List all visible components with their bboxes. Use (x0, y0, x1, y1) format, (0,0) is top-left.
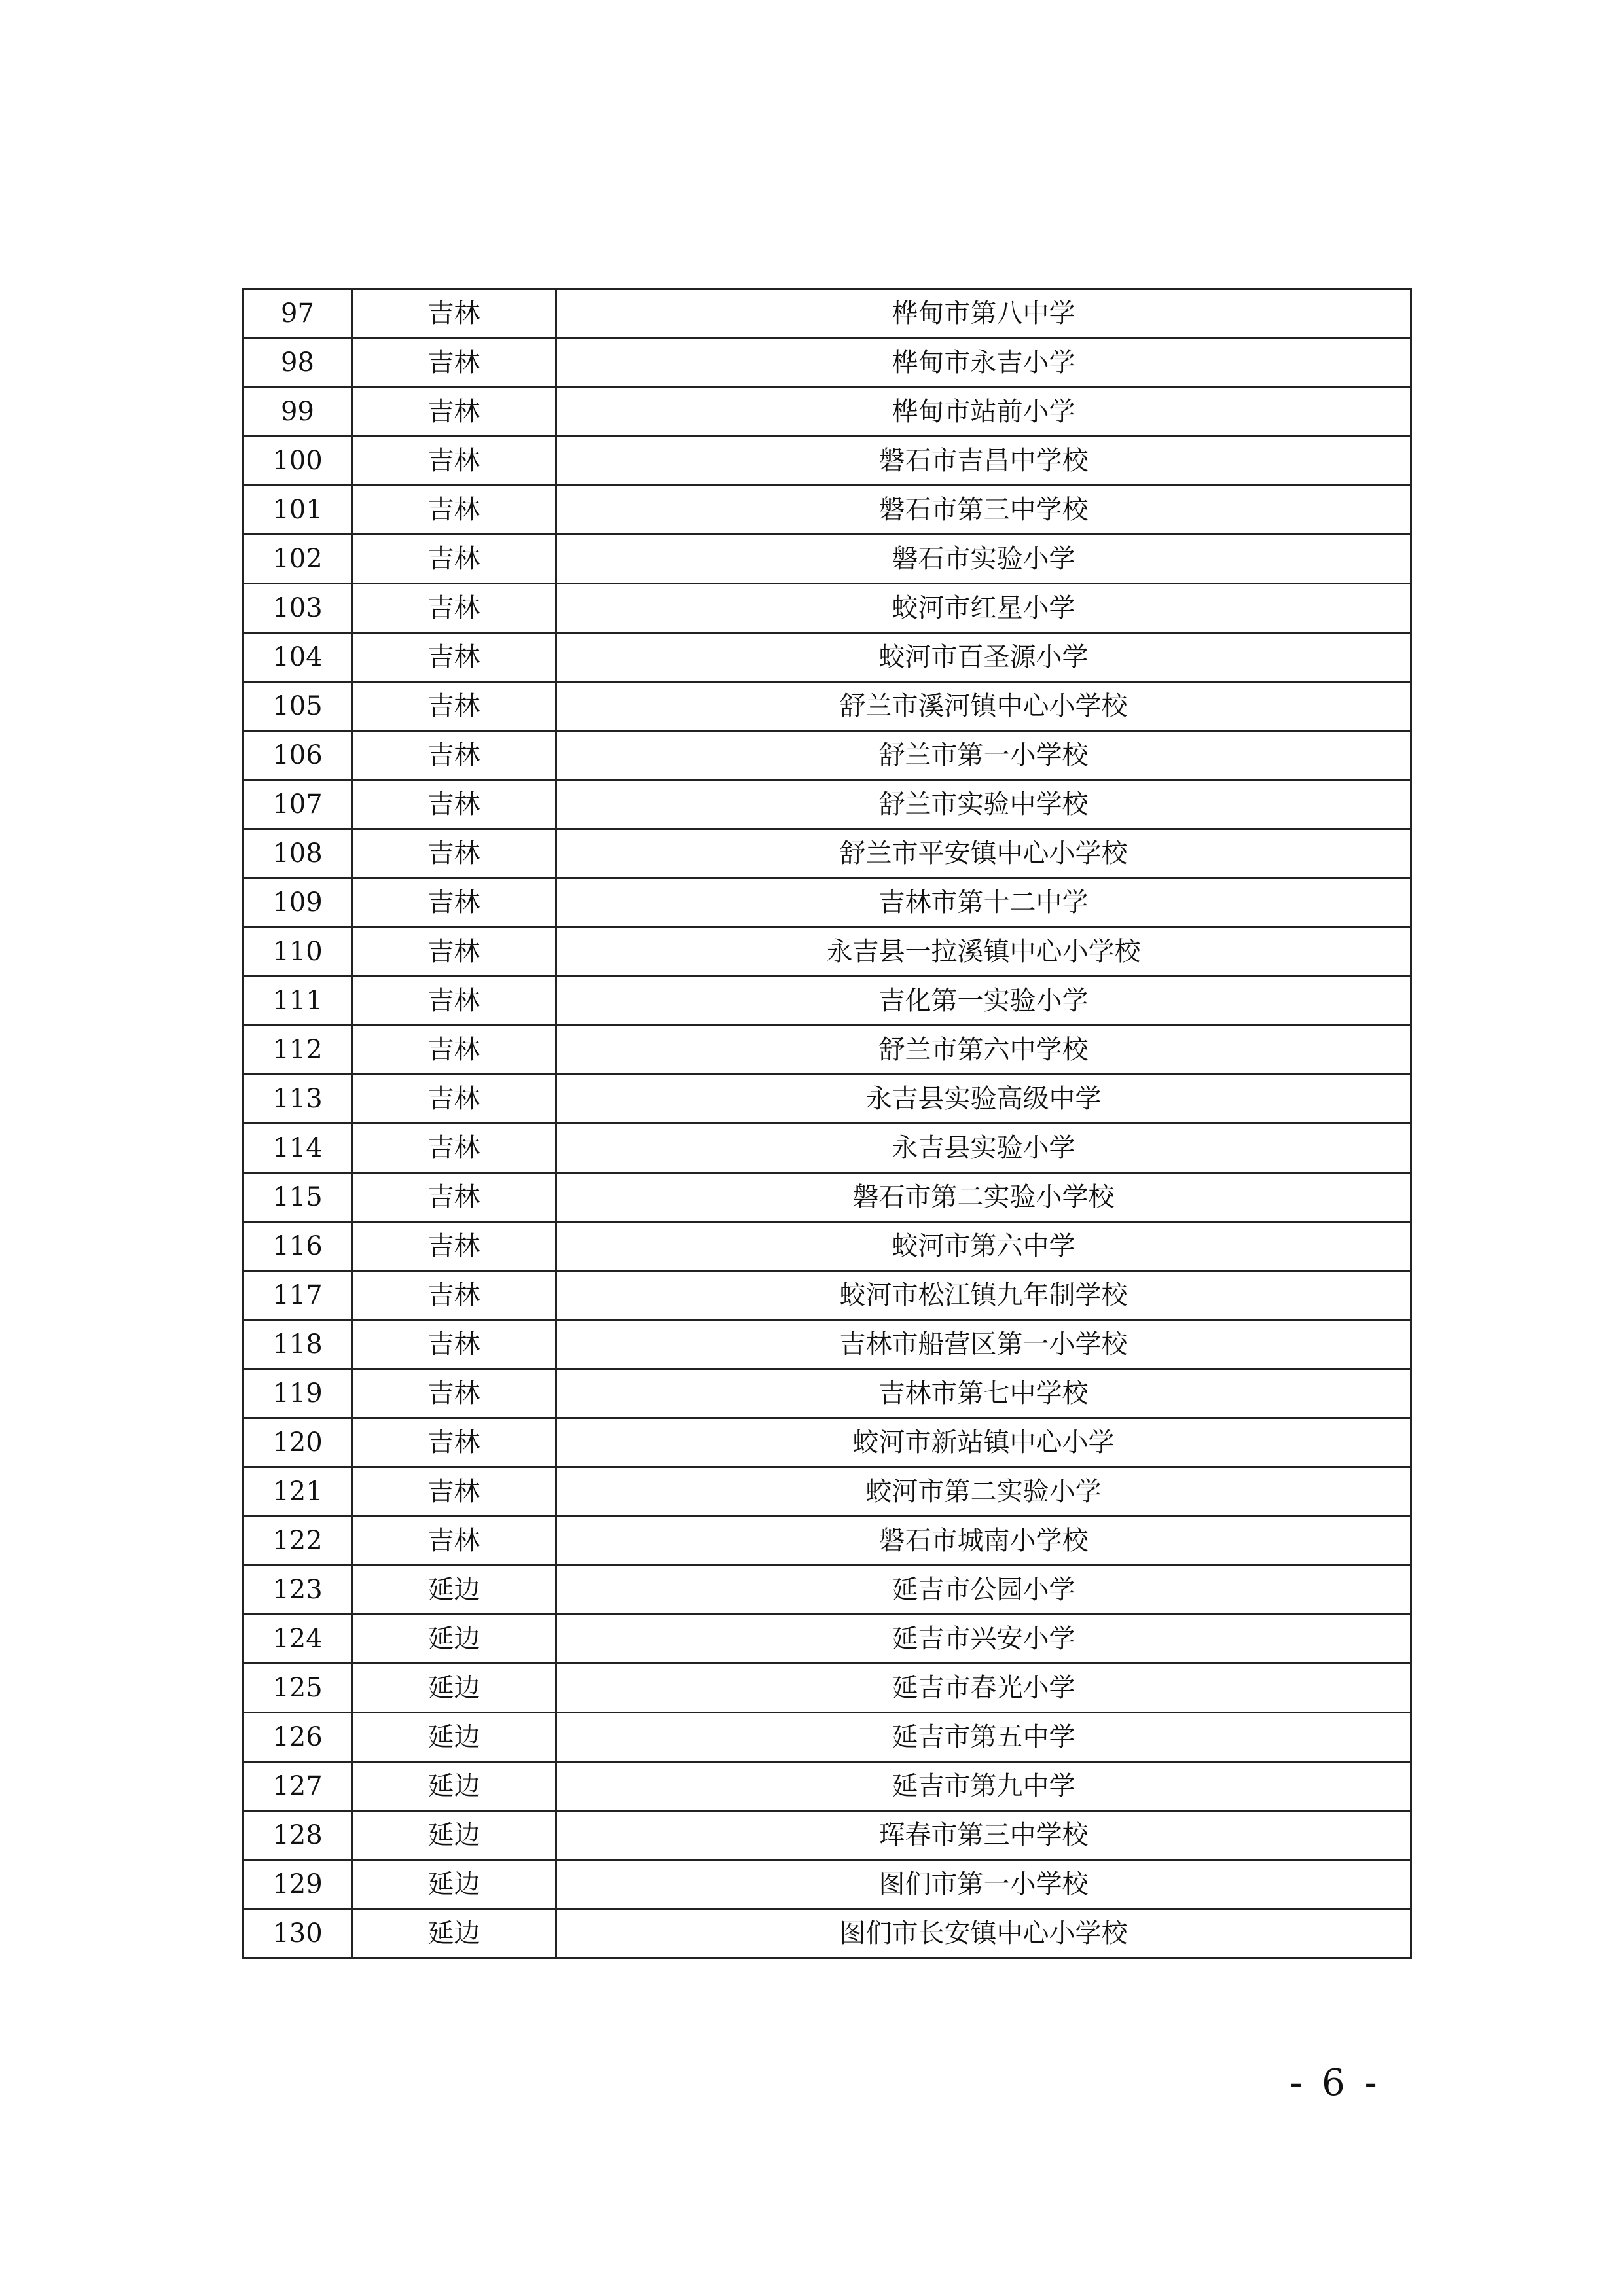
row-number-cell: 120 (244, 1418, 352, 1467)
school-name-cell: 蛟河市红星小学 (556, 584, 1411, 633)
table-row (244, 633, 1411, 682)
row-number-cell: 123 (244, 1566, 352, 1615)
school-name-cell: 蛟河市第二实验小学 (556, 1467, 1411, 1516)
table-row (244, 437, 1411, 486)
region-cell: 延边 (352, 1566, 556, 1615)
region-cell: 吉林 (352, 486, 556, 535)
table-row (244, 1418, 1411, 1467)
table-row (244, 1713, 1411, 1762)
row-number-cell: 108 (244, 829, 352, 878)
region-cell: 吉林 (352, 1271, 556, 1320)
school-name-cell: 永吉县一拉溪镇中心小学校 (556, 927, 1411, 977)
school-name-cell: 延吉市第九中学 (556, 1762, 1411, 1811)
school-name-cell: 蛟河市松江镇九年制学校 (556, 1271, 1411, 1320)
school-name-cell: 磐石市吉昌中学校 (556, 437, 1411, 486)
row-number-cell: 113 (244, 1075, 352, 1124)
school-name-cell: 图们市第一小学校 (556, 1860, 1411, 1909)
table-row (244, 878, 1411, 927)
row-number-cell: 115 (244, 1173, 352, 1222)
school-name-cell: 吉林市第七中学校 (556, 1369, 1411, 1418)
region-cell: 吉林 (352, 387, 556, 437)
table-row (244, 1762, 1411, 1811)
region-cell: 吉林 (352, 1173, 556, 1222)
school-name-cell: 舒兰市平安镇中心小学校 (556, 829, 1411, 878)
school-name-cell: 吉化第一实验小学 (556, 977, 1411, 1026)
row-number-cell: 111 (244, 977, 352, 1026)
table-row (244, 977, 1411, 1026)
school-name-cell: 桦甸市站前小学 (556, 387, 1411, 437)
row-number-cell: 101 (244, 486, 352, 535)
school-name-cell: 舒兰市第六中学校 (556, 1026, 1411, 1075)
row-number-cell: 100 (244, 437, 352, 486)
table-row (244, 338, 1411, 387)
school-name-cell: 舒兰市溪河镇中心小学校 (556, 682, 1411, 731)
table-row (244, 1271, 1411, 1320)
row-number-cell: 107 (244, 780, 352, 829)
row-number-cell: 112 (244, 1026, 352, 1075)
region-cell: 吉林 (352, 1075, 556, 1124)
school-name-cell: 吉林市第十二中学 (556, 878, 1411, 927)
table-row (244, 1222, 1411, 1271)
table-row (244, 486, 1411, 535)
table-row (244, 731, 1411, 780)
table-row (244, 1566, 1411, 1615)
region-cell: 吉林 (352, 682, 556, 731)
row-number-cell: 110 (244, 927, 352, 977)
school-name-cell: 舒兰市第一小学校 (556, 731, 1411, 780)
table-row (244, 584, 1411, 633)
row-number-cell: 129 (244, 1860, 352, 1909)
school-name-cell: 蛟河市新站镇中心小学 (556, 1418, 1411, 1467)
table-row (244, 1467, 1411, 1516)
row-number-cell: 128 (244, 1811, 352, 1860)
row-number-cell: 119 (244, 1369, 352, 1418)
table-row (244, 927, 1411, 977)
region-cell: 延边 (352, 1664, 556, 1713)
region-cell: 吉林 (352, 338, 556, 387)
table-row (244, 1173, 1411, 1222)
table-row (244, 780, 1411, 829)
region-cell: 延边 (352, 1615, 556, 1664)
table-row (244, 1124, 1411, 1173)
table-row (244, 1664, 1411, 1713)
school-name-cell: 永吉县实验高级中学 (556, 1075, 1411, 1124)
table-row (244, 1516, 1411, 1566)
table-row (244, 1320, 1411, 1369)
region-cell: 吉林 (352, 780, 556, 829)
row-number-cell: 122 (244, 1516, 352, 1566)
region-cell: 延边 (352, 1713, 556, 1762)
table-row (244, 1909, 1411, 1958)
table-row (244, 1369, 1411, 1418)
school-name-cell: 蛟河市百圣源小学 (556, 633, 1411, 682)
table-row (244, 829, 1411, 878)
school-name-cell: 图们市长安镇中心小学校 (556, 1909, 1411, 1958)
row-number-cell: 103 (244, 584, 352, 633)
table-row (244, 1026, 1411, 1075)
region-cell: 吉林 (352, 977, 556, 1026)
row-number-cell: 104 (244, 633, 352, 682)
region-cell: 延边 (352, 1762, 556, 1811)
row-number-cell: 126 (244, 1713, 352, 1762)
region-cell: 吉林 (352, 1124, 556, 1173)
school-name-cell: 吉林市船营区第一小学校 (556, 1320, 1411, 1369)
school-name-cell: 桦甸市第八中学 (556, 289, 1411, 338)
row-number-cell: 99 (244, 387, 352, 437)
row-number-cell: 102 (244, 535, 352, 584)
row-number-cell: 118 (244, 1320, 352, 1369)
region-cell: 吉林 (352, 1026, 556, 1075)
region-cell: 延边 (352, 1909, 556, 1958)
region-cell: 吉林 (352, 1320, 556, 1369)
row-number-cell: 117 (244, 1271, 352, 1320)
region-cell: 吉林 (352, 584, 556, 633)
school-name-cell: 永吉县实验小学 (556, 1124, 1411, 1173)
school-name-cell: 珲春市第三中学校 (556, 1811, 1411, 1860)
school-name-cell: 延吉市第五中学 (556, 1713, 1411, 1762)
school-name-cell: 磐石市城南小学校 (556, 1516, 1411, 1566)
region-cell: 吉林 (352, 535, 556, 584)
table-row (244, 1615, 1411, 1664)
school-list-table (242, 288, 1412, 1959)
region-cell: 吉林 (352, 289, 556, 338)
school-name-cell: 磐石市第三中学校 (556, 486, 1411, 535)
row-number-cell: 116 (244, 1222, 352, 1271)
row-number-cell: 124 (244, 1615, 352, 1664)
table-row (244, 289, 1411, 338)
row-number-cell: 125 (244, 1664, 352, 1713)
region-cell: 吉林 (352, 878, 556, 927)
region-cell: 吉林 (352, 1516, 556, 1566)
region-cell: 吉林 (352, 1222, 556, 1271)
school-name-cell: 延吉市公园小学 (556, 1566, 1411, 1615)
school-name-cell: 蛟河市第六中学 (556, 1222, 1411, 1271)
table-row (244, 1860, 1411, 1909)
row-number-cell: 106 (244, 731, 352, 780)
region-cell: 吉林 (352, 633, 556, 682)
school-name-cell: 磐石市第二实验小学校 (556, 1173, 1411, 1222)
region-cell: 吉林 (352, 1418, 556, 1467)
row-number-cell: 105 (244, 682, 352, 731)
row-number-cell: 121 (244, 1467, 352, 1516)
region-cell: 延边 (352, 1811, 556, 1860)
row-number-cell: 97 (244, 289, 352, 338)
row-number-cell: 130 (244, 1909, 352, 1958)
region-cell: 吉林 (352, 927, 556, 977)
region-cell: 吉林 (352, 829, 556, 878)
region-cell: 吉林 (352, 1467, 556, 1516)
region-cell: 延边 (352, 1860, 556, 1909)
table-row (244, 682, 1411, 731)
row-number-cell: 114 (244, 1124, 352, 1173)
school-name-cell: 延吉市兴安小学 (556, 1615, 1411, 1664)
school-name-cell: 磐石市实验小学 (556, 535, 1411, 584)
region-cell: 吉林 (352, 731, 556, 780)
table-row (244, 1811, 1411, 1860)
table-row (244, 387, 1411, 437)
school-name-cell: 舒兰市实验中学校 (556, 780, 1411, 829)
row-number-cell: 127 (244, 1762, 352, 1811)
row-number-cell: 109 (244, 878, 352, 927)
page-number: - 6 - (1290, 2062, 1381, 2104)
table-row (244, 535, 1411, 584)
school-name-cell: 桦甸市永吉小学 (556, 338, 1411, 387)
row-number-cell: 98 (244, 338, 352, 387)
table-row (244, 1075, 1411, 1124)
region-cell: 吉林 (352, 437, 556, 486)
school-list-body (244, 289, 1411, 1958)
region-cell: 吉林 (352, 1369, 556, 1418)
school-name-cell: 延吉市春光小学 (556, 1664, 1411, 1713)
